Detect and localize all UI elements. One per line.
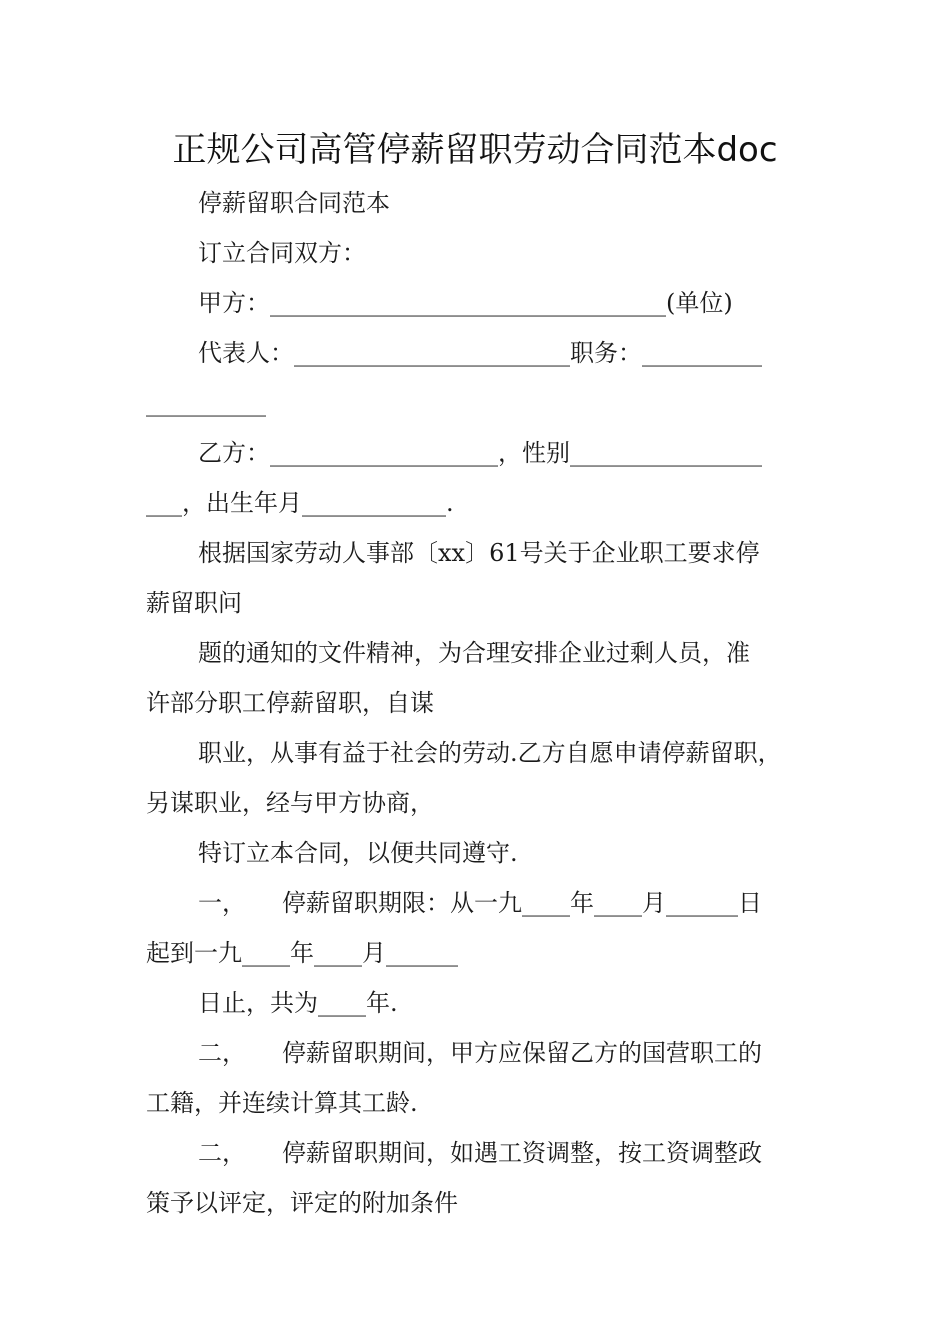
body-line: 停薪留职合同范本 — [198, 189, 390, 217]
body-line: 起到一九____年____月______ — [146, 939, 458, 967]
body-line: 二， 停薪留职期间，如遇工资调整，按工资调整政 — [198, 1139, 762, 1167]
document-body — [146, 178, 808, 1228]
body-line: 题的通知的文件精神，为合理安排企业过剩人员，准 — [198, 639, 750, 667]
body-line: 特订立本合同，以便共同遵守. — [198, 839, 518, 867]
body-line: 另谋职业，经与甲方协商， — [146, 789, 434, 817]
body-line: 许部分职工停薪留职，自谋 — [146, 689, 434, 717]
body-line: 乙方：___________________，性别________________ — [198, 439, 762, 467]
body-line: 订立合同双方： — [198, 239, 366, 267]
body-line: 根据国家劳动人事部〔xx〕61号关于企业职工要求停 — [198, 539, 760, 567]
body-line: 薪留职问 — [146, 589, 242, 617]
body-line: 工籍，并连续计算其工龄. — [146, 1089, 418, 1117]
body-line: 甲方：_________________________________(单位) — [198, 289, 733, 317]
body-line: 代表人：_______________________职务：__________ — [198, 339, 762, 367]
body-line: __________ — [146, 389, 266, 417]
document-title: 正规公司高管停薪留职劳动合同范本doc — [172, 130, 778, 170]
body-line: 二， 停薪留职期间，甲方应保留乙方的国营职工的 — [198, 1039, 762, 1067]
body-line: 日止，共为____年. — [198, 989, 398, 1017]
body-line: ___，出生年月____________. — [146, 489, 454, 517]
body-line: 职业，从事有益于社会的劳动.乙方自愿申请停薪留职， — [198, 739, 782, 767]
body-line: 一， 停薪留职期限：从一九____年____月______日 — [198, 889, 762, 917]
body-line: 策予以评定，评定的附加条件 — [146, 1189, 458, 1217]
